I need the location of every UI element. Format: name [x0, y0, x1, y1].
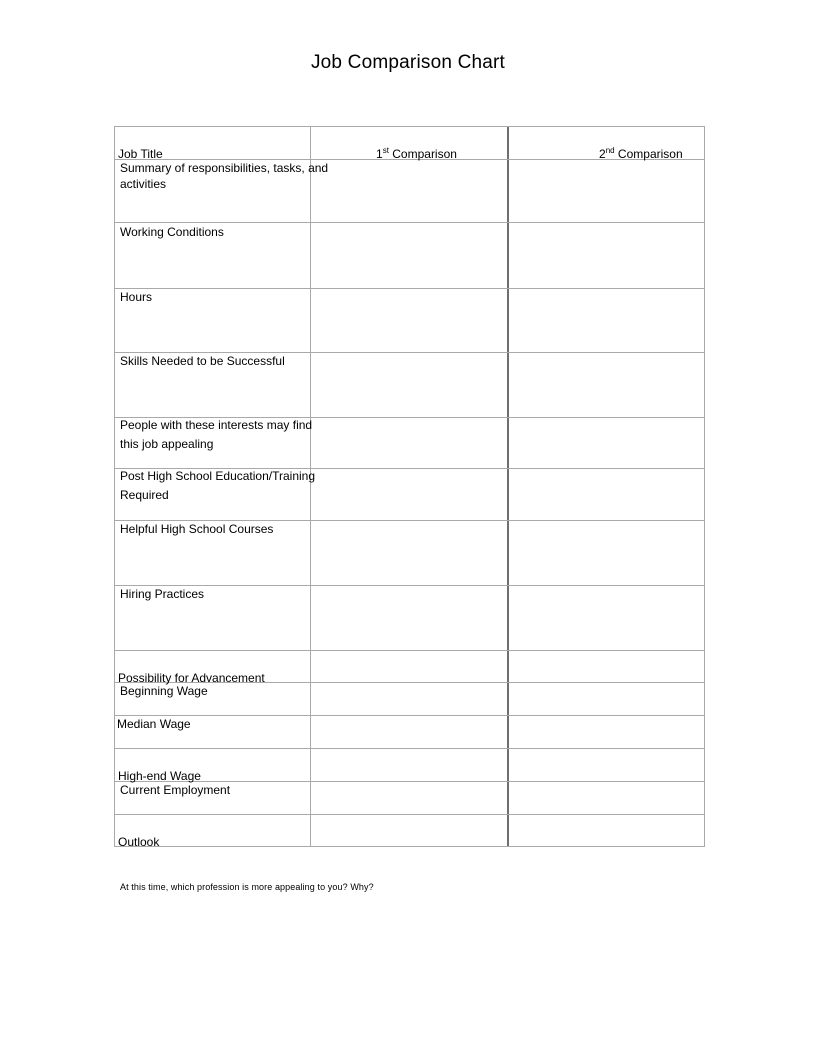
header-job-title: Job Title	[118, 147, 163, 161]
row-label-education	[120, 467, 315, 505]
row-label-line: Post High School Education/Training	[120, 469, 315, 483]
comparison-2-word: Comparison	[614, 147, 683, 161]
comparison-1-number: 1	[376, 147, 383, 161]
row-label-line: Required	[120, 488, 169, 502]
table-bottom-border	[114, 846, 705, 847]
comparison-2-ordinal: nd	[605, 146, 615, 155]
header-comparison-2	[599, 146, 683, 162]
row-label-line: People with these interests may find	[120, 418, 313, 432]
page-title: Job Comparison Chart	[310, 52, 506, 73]
comparison-1-ordinal: st	[382, 146, 389, 155]
row-divider	[114, 814, 705, 815]
comparison-2-number: 2	[599, 147, 606, 161]
table-right-border	[704, 126, 705, 847]
row-label-line: activities	[120, 177, 167, 191]
row-divider	[114, 650, 705, 651]
row-divider	[114, 288, 705, 289]
row-label-current-employment: Current Employment	[120, 783, 231, 797]
table-left-border	[114, 126, 115, 847]
row-label-summary	[120, 160, 328, 192]
row-label-high-school-courses: Helpful High School Courses	[120, 522, 274, 536]
row-divider	[114, 748, 705, 749]
table-top-border	[114, 126, 705, 127]
row-label-working-conditions: Working Conditions	[120, 225, 224, 239]
footer-question: At this time, which profession is more appealing to you? Why?	[120, 882, 374, 892]
header-comparison-1	[376, 146, 457, 162]
row-label-hours: Hours	[120, 290, 153, 304]
row-label-advancement: Possibility for Advancement	[118, 671, 265, 685]
row-divider	[114, 222, 705, 223]
row-label-beginning-wage: Beginning Wage	[120, 684, 208, 698]
table-col-divider-2	[507, 126, 509, 847]
row-label-interests	[120, 416, 312, 454]
row-label-skills: Skills Needed to be Successful	[120, 354, 285, 368]
comparison-1-word: Comparison	[388, 147, 457, 161]
row-divider	[114, 715, 705, 716]
row-label-hiring-practices: Hiring Practices	[120, 587, 205, 601]
row-label-line: Summary of responsibilities, tasks, and	[120, 161, 329, 175]
row-label-median-wage: Median Wage	[117, 717, 191, 731]
row-label-outlook: Outlook	[118, 835, 160, 849]
row-label-high-end-wage: High-end Wage	[118, 769, 201, 783]
row-label-line: this job appealing	[120, 437, 214, 451]
